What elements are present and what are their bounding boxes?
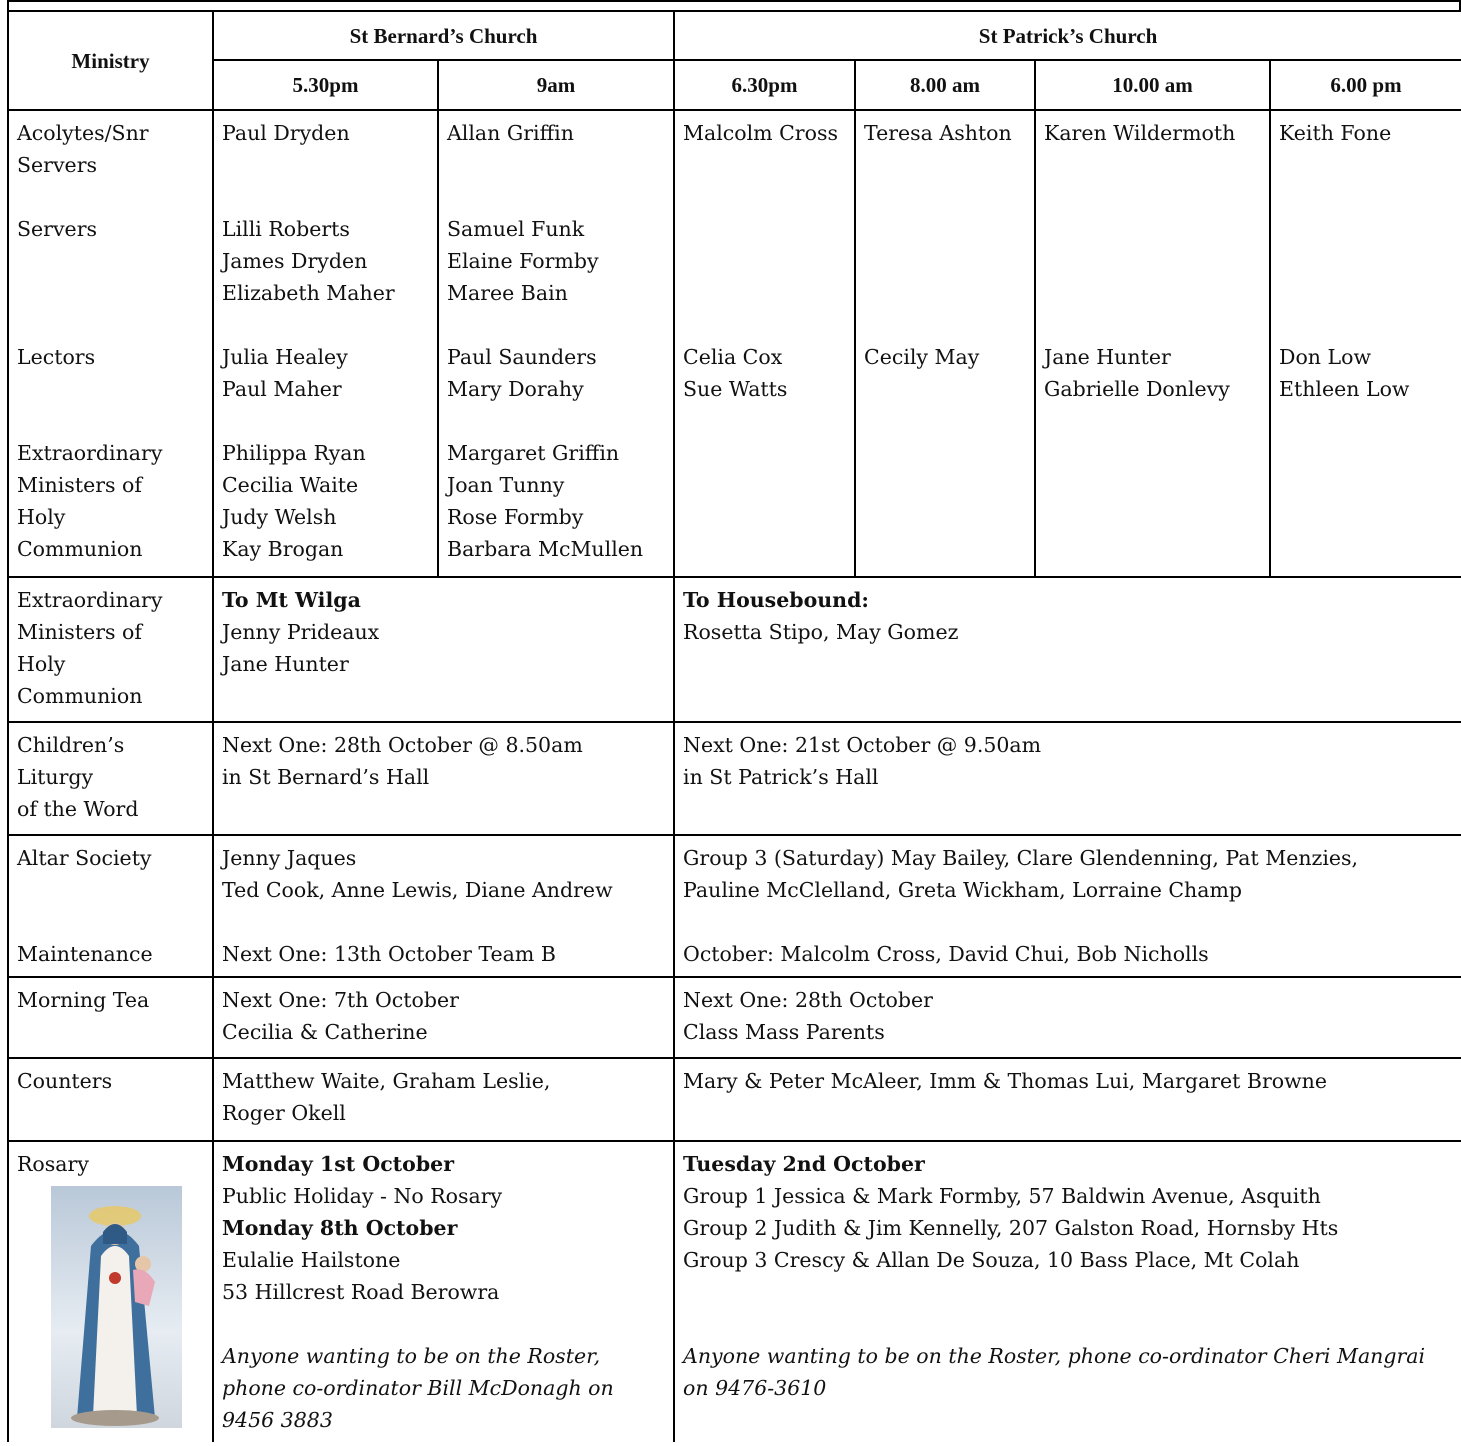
roster-name: Group 3 (Saturday) May Bailey, Clare Glendenning, Pat Menzies, [683, 846, 1359, 870]
rosary-day: Monday 8th October [222, 1216, 458, 1240]
roster-note: 9456 3883 [222, 1408, 333, 1432]
counters-row [8, 1058, 1461, 1141]
patrick-counters-cell [674, 1058, 1461, 1141]
patrick-emhc-visits-cell [674, 577, 1461, 722]
bernard-childrens-cell [213, 722, 674, 835]
rosary-day: Monday 1st October [222, 1152, 455, 1176]
lectors-section [447, 341, 665, 437]
acolytes-section [1279, 117, 1453, 213]
ministry-label: Extraordinary [17, 441, 163, 465]
roster-name: Jenny Prideaux [222, 620, 380, 644]
ministry-label-cell [8, 110, 213, 577]
lectors-section [683, 341, 846, 437]
roster-text: Public Holiday - No Rosary [222, 1184, 503, 1208]
roster-name: Rosetta Stipo, May Gomez [683, 620, 959, 644]
header-row-times [8, 60, 1461, 110]
ministry-label: Maintenance [17, 942, 153, 966]
roster-name: Julia Healey [222, 345, 348, 369]
bernard-530pm-cell [213, 110, 438, 577]
roster-name: Paul Saunders [447, 345, 597, 369]
time-header: 10.00 am [1035, 60, 1270, 110]
emhc-section [222, 437, 429, 565]
roster-name: Jane Hunter [1044, 345, 1171, 369]
patrick-630pm-cell [674, 110, 855, 577]
roster-text: Class Mass Parents [683, 1020, 885, 1044]
ministry-label: Extraordinary [17, 588, 163, 612]
ministry-label: Lectors [17, 345, 96, 369]
servers-section [864, 213, 1026, 341]
acolytes-section [1044, 117, 1261, 213]
ministry-label: Altar Society [17, 846, 152, 870]
roster-name: Allan Griffin [447, 121, 574, 145]
roster-name: Sue Watts [683, 377, 788, 401]
childrens-liturgy-row [8, 722, 1461, 835]
roster-name: Ted Cook, Anne Lewis, Diane Andrew [222, 878, 613, 902]
roster-name: Judy Welsh [222, 505, 337, 529]
lectors-section [864, 341, 1026, 437]
roster-name: Matthew Waite, Graham Leslie, [222, 1069, 551, 1093]
patrick-6pm-cell [1270, 110, 1461, 577]
roster-name: Maree Bain [447, 281, 568, 305]
patrick-morning-tea-cell [674, 977, 1461, 1058]
roster-name: Paul Maher [222, 377, 342, 401]
acolytes-section [222, 117, 429, 213]
roster-name: Celia Cox [683, 345, 783, 369]
roster-note: Anyone wanting to be on the Roster, phone co-ordinator Cheri Mangrai [683, 1344, 1426, 1368]
roster-note: phone co-ordinator Bill McDonagh on [222, 1376, 614, 1400]
mass-roster-row [8, 110, 1461, 577]
patrick-altar-maintenance-cell [674, 835, 1461, 977]
rosary-group: Group 3 Crescy & Allan De Souza, 10 Bass Place, Mt Colah [683, 1248, 1300, 1272]
ministry-label-cell [8, 1058, 213, 1141]
ministry-roster-table [7, 10, 1461, 1442]
ministry-label: Morning Tea [17, 988, 150, 1012]
roster-name: James Dryden [222, 249, 368, 273]
roster-name: Roger Okell [222, 1101, 346, 1125]
roster-name: Cecilia Waite [222, 473, 359, 497]
emhc-visits-row [8, 577, 1461, 722]
roster-name: Keith Fone [1279, 121, 1392, 145]
roster-name: Ethleen Low [1279, 377, 1410, 401]
ministry-label: of the Word [17, 797, 139, 821]
ministry-label: Ministers of [17, 473, 142, 497]
ministry-label-cell [8, 577, 213, 722]
virgin-mary-and-child-image [51, 1186, 182, 1428]
st-bernard-header: St Bernard’s Church [213, 11, 674, 60]
visit-heading: To Mt Wilga [222, 588, 361, 612]
roster-text: 53 Hillcrest Road Berowra [222, 1280, 500, 1304]
roster-name: Malcolm Cross [683, 121, 838, 145]
roster-text: Next One: 28th October @ 8.50am [222, 733, 583, 757]
servers-section [683, 213, 846, 341]
roster-text: Cecilia & Catherine [222, 1020, 428, 1044]
ministry-label: Holy [17, 652, 66, 676]
patrick-childrens-cell [674, 722, 1461, 835]
roster-name: Gabrielle Donlevy [1044, 377, 1230, 401]
roster-note: Anyone wanting to be on the Roster, [222, 1344, 601, 1368]
ministry-label: Servers [17, 217, 98, 241]
acolytes-section [447, 117, 665, 213]
ministry-label-cell [8, 1141, 213, 1442]
bernard-morning-tea-cell [213, 977, 674, 1058]
virgin-mary-and-child-icon [51, 1186, 182, 1428]
altar-maintenance-row [8, 835, 1461, 977]
ministry-label: Acolytes/Snr [17, 121, 149, 145]
roster-name: Mary Dorahy [447, 377, 584, 401]
ministry-label: Liturgy [17, 765, 94, 789]
servers-section [447, 213, 665, 341]
ministry-label: Ministers of [17, 620, 142, 644]
roster-name: Jenny Jaques [222, 846, 357, 870]
ministry-label-cell [8, 835, 213, 977]
lectors-section [1044, 341, 1261, 437]
roster-name: Mary & Peter McAleer, Imm & Thomas Lui, Margaret Browne [683, 1069, 1327, 1093]
bernard-rosary-cell [213, 1141, 674, 1442]
rosary-day: Tuesday 2nd October [683, 1152, 925, 1176]
roster-name: Rose Formby [447, 505, 584, 529]
emhc-section [447, 437, 665, 565]
time-header: 9am [438, 60, 674, 110]
roster-note: on 9476-3610 [683, 1376, 827, 1400]
lectors-section [1279, 341, 1453, 437]
patrick-8am-cell [855, 110, 1035, 577]
bernard-emhc-visits-cell [213, 577, 674, 722]
ministry-label: Servers [17, 153, 98, 177]
roster-name: Cecily May [864, 345, 980, 369]
servers-section [1044, 213, 1261, 341]
rosary-group: Group 1 Jessica & Mark Formby, 57 Baldwin Avenue, Asquith [683, 1184, 1321, 1208]
roster-text: Next One: 7th October [222, 988, 459, 1012]
time-header: 6.00 pm [1270, 60, 1461, 110]
roster-text: October: Malcolm Cross, David Chui, Bob Nicholls [683, 942, 1209, 966]
roster-name: Elaine Formby [447, 249, 599, 273]
morning-tea-row [8, 977, 1461, 1058]
patrick-rosary-cell [674, 1141, 1461, 1442]
acolytes-section [683, 117, 846, 213]
acolytes-section [864, 117, 1026, 213]
time-header: 8.00 am [855, 60, 1035, 110]
rosary-group: Group 2 Judith & Jim Kennelly, 207 Galston Road, Hornsby Hts [683, 1216, 1339, 1240]
ministry-label: Children’s [17, 733, 125, 757]
roster-name: Paul Dryden [222, 121, 350, 145]
roster-name: Elizabeth Maher [222, 281, 395, 305]
roster-name: Karen Wildermoth [1044, 121, 1236, 145]
time-header: 5.30pm [213, 60, 438, 110]
roster-name: Don Low [1279, 345, 1372, 369]
roster-text: Next One: 28th October [683, 988, 933, 1012]
ministry-label: Communion [17, 684, 143, 708]
roster-text: in St Patrick’s Hall [683, 765, 879, 789]
time-header: 6.30pm [674, 60, 855, 110]
patrick-10am-cell [1035, 110, 1270, 577]
lectors-section [222, 341, 429, 437]
st-patrick-header: St Patrick’s Church [674, 11, 1461, 60]
roster-name: Margaret Griffin [447, 441, 620, 465]
bernard-9am-cell [438, 110, 674, 577]
roster-name: Pauline McClelland, Greta Wickham, Lorraine Champ [683, 878, 1243, 902]
header-row-churches [8, 11, 1461, 60]
top-rule [7, 0, 1461, 2]
servers-section [1279, 213, 1453, 341]
bernard-counters-cell [213, 1058, 674, 1141]
ministry-label: Counters [17, 1069, 113, 1093]
ministry-label: Holy [17, 505, 66, 529]
roster-name: Barbara McMullen [447, 537, 644, 561]
roster-text: Next One: 13th October Team B [222, 942, 556, 966]
roster-text: Eulalie Hailstone [222, 1248, 401, 1272]
roster-name: Kay Brogan [222, 537, 344, 561]
ministry-label-cell [8, 977, 213, 1058]
roster-name: Teresa Ashton [864, 121, 1012, 145]
ministry-header: Ministry [8, 11, 213, 110]
visit-heading: To Housebound: [683, 588, 869, 612]
servers-section [222, 213, 429, 341]
roster-name: Jane Hunter [222, 652, 349, 676]
ministry-label: Communion [17, 537, 143, 561]
ministry-label-cell [8, 722, 213, 835]
bernard-altar-maintenance-cell [213, 835, 674, 977]
roster-text: Next One: 21st October @ 9.50am [683, 733, 1042, 757]
rosary-row [8, 1141, 1461, 1442]
roster-name: Joan Tunny [447, 473, 565, 497]
ministry-label: Rosary [17, 1152, 89, 1176]
roster-name: Samuel Funk [447, 217, 585, 241]
roster-text: in St Bernard’s Hall [222, 765, 430, 789]
roster-name: Lilli Roberts [222, 217, 350, 241]
roster-name: Philippa Ryan [222, 441, 366, 465]
